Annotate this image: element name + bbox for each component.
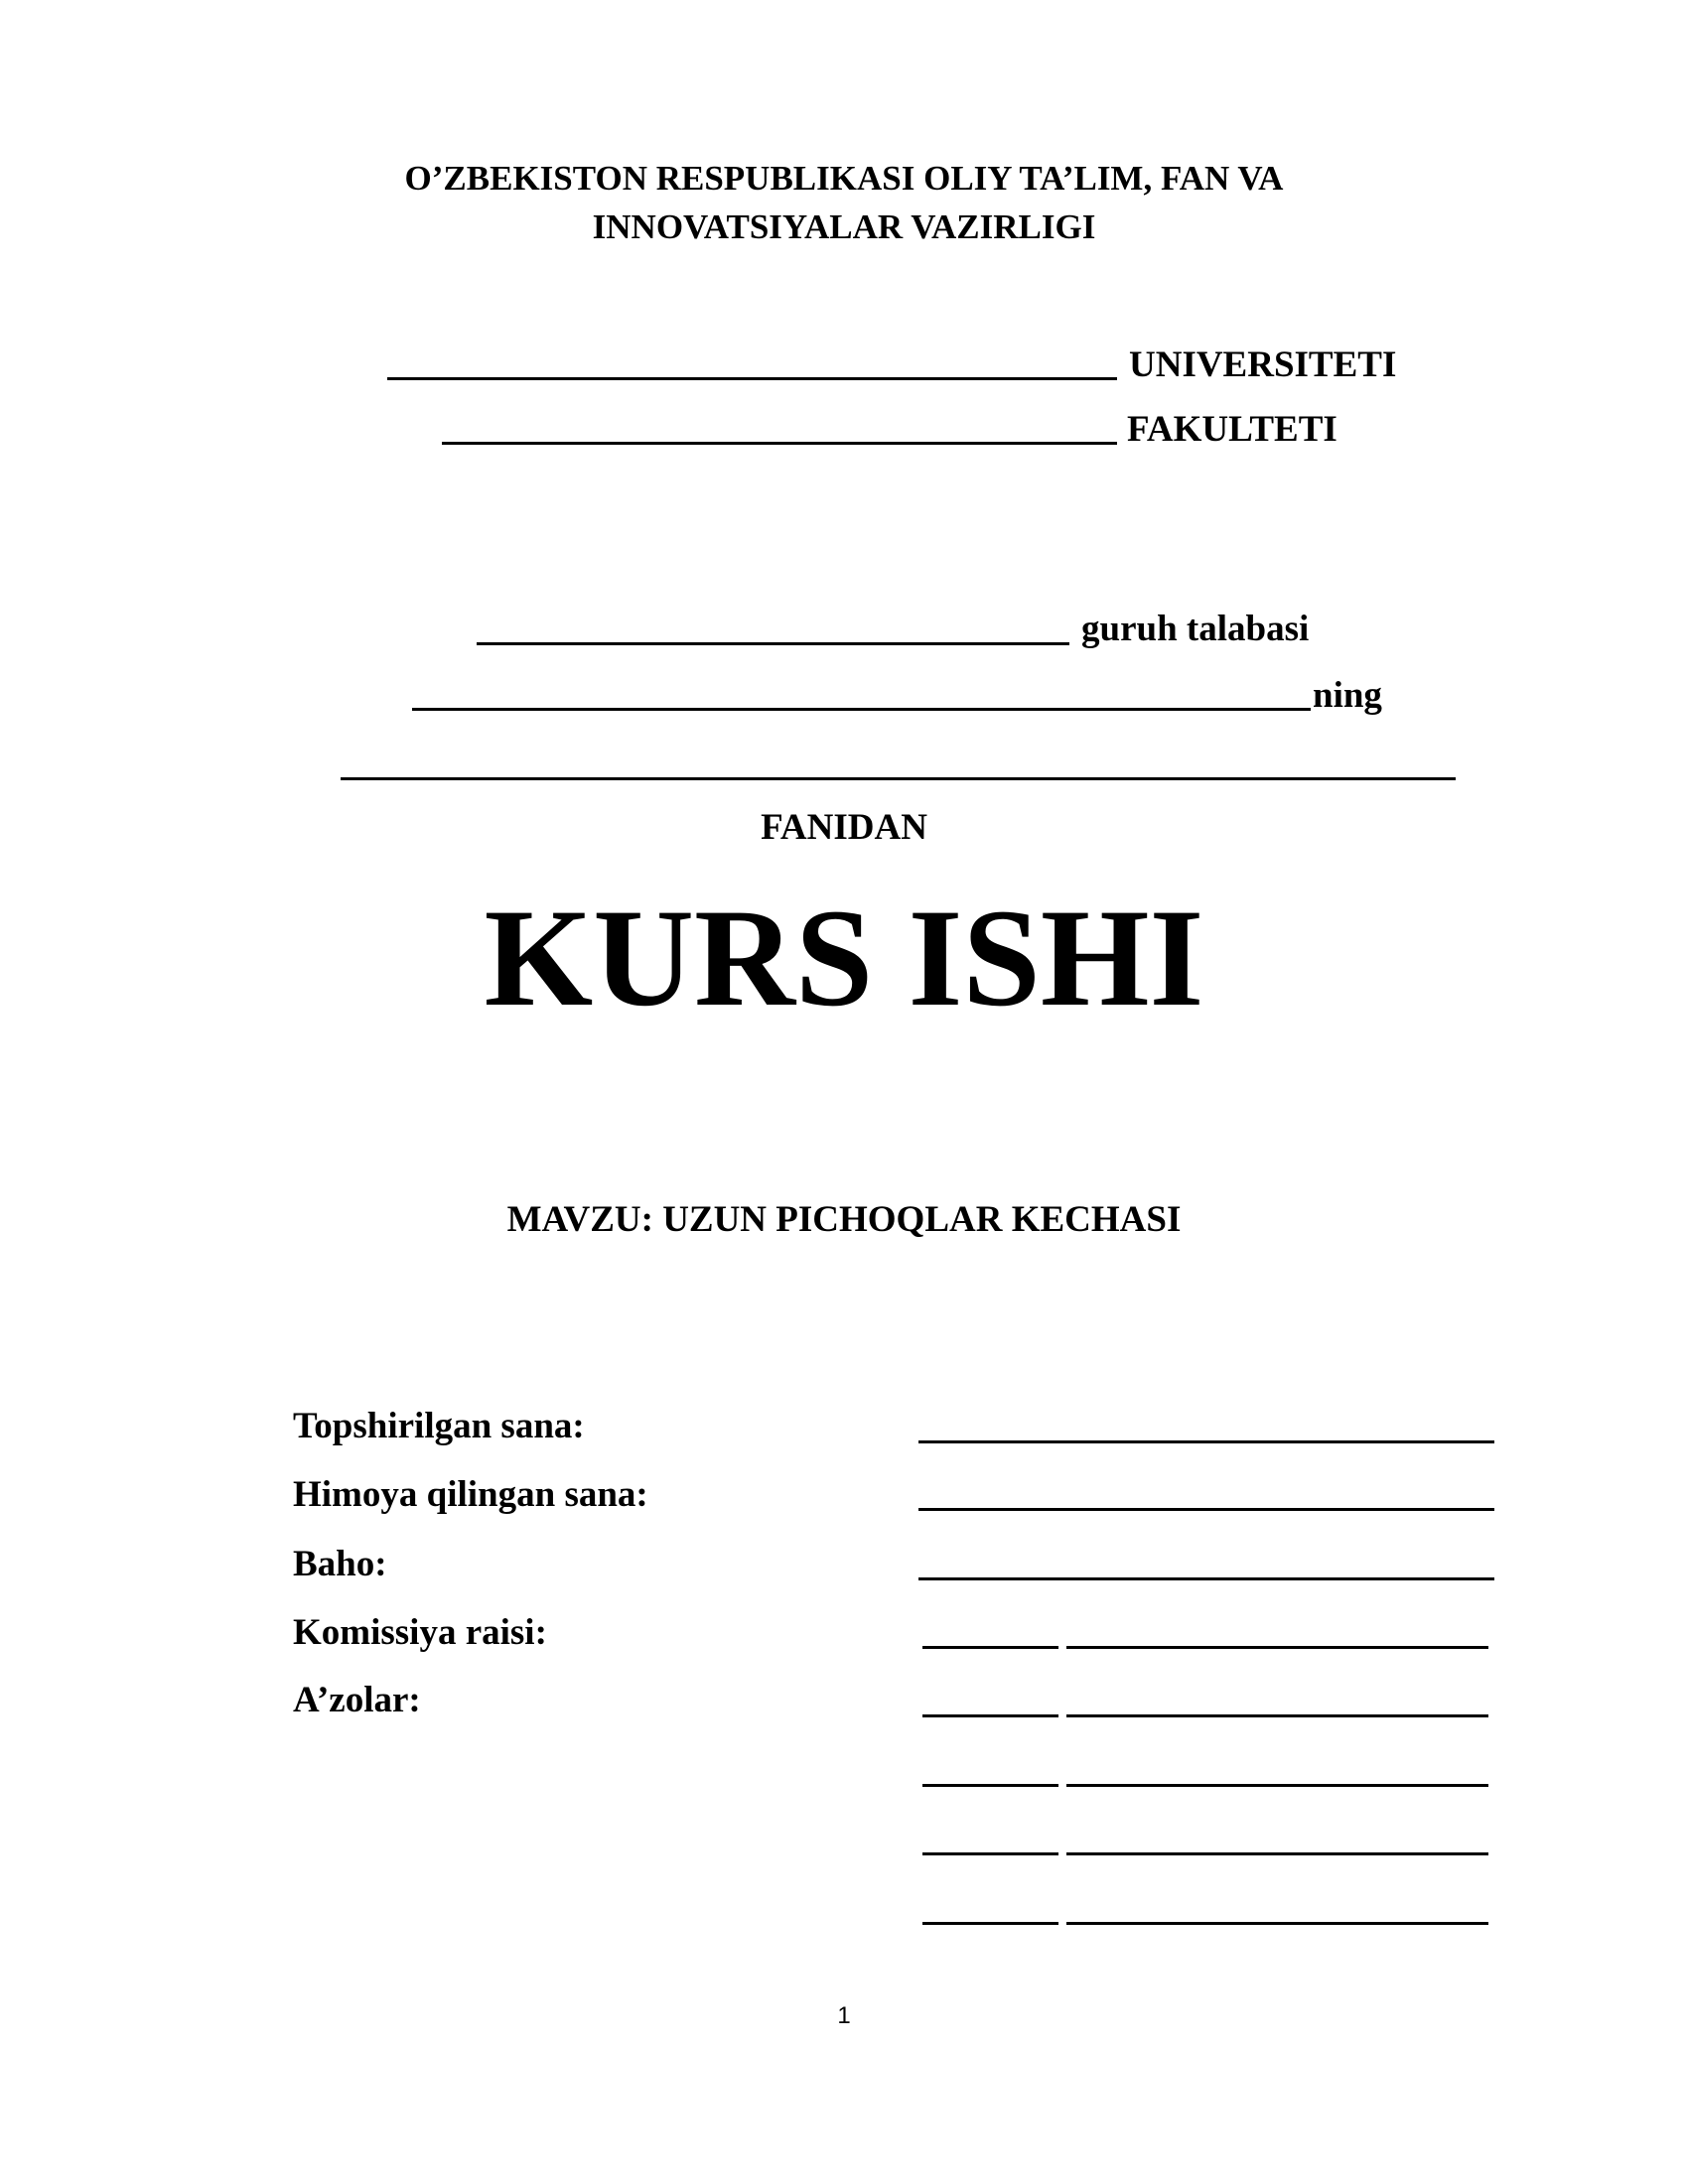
member-3-name-line[interactable] xyxy=(1066,1852,1488,1855)
ministry-title-line-1: O’ZBEKISTON RESPUBLIKASI OLIY TA’LIM, FAN VA xyxy=(404,159,1284,198)
faculty-label: FAKULTETI xyxy=(1127,409,1337,450)
document-title: KURS ISHI xyxy=(484,881,1204,1035)
member-1-name-line[interactable] xyxy=(1066,1714,1488,1717)
group-blank-line[interactable] xyxy=(477,642,1069,645)
commission-chair-name-line[interactable] xyxy=(1066,1646,1488,1649)
group-student-label: guruh talabasi xyxy=(1081,609,1310,649)
defended-date-line[interactable] xyxy=(918,1508,1494,1511)
members-label: A’zolar: xyxy=(293,1680,421,1720)
ministry-title-line-2: INNOVATSIYALAR VAZIRLIGI xyxy=(592,207,1096,246)
member-3-signature-line[interactable] xyxy=(922,1852,1058,1855)
page-number: 1 xyxy=(837,2002,851,2029)
grade-line[interactable] xyxy=(918,1577,1494,1580)
member-4-signature-line[interactable] xyxy=(922,1922,1058,1925)
student-name-suffix: ning xyxy=(1313,675,1382,716)
member-2-name-line[interactable] xyxy=(1066,1784,1488,1787)
commission-chair-signature-line[interactable] xyxy=(922,1646,1058,1649)
member-1-signature-line[interactable] xyxy=(922,1714,1058,1717)
university-label: UNIVERSITETI xyxy=(1129,344,1397,385)
university-blank-line[interactable] xyxy=(387,377,1117,380)
submitted-date-label: Topshirilgan sana: xyxy=(293,1406,585,1446)
subject-blank-line[interactable] xyxy=(341,777,1456,780)
grade-label: Baho: xyxy=(293,1544,387,1584)
subject-label: FANIDAN xyxy=(761,807,927,848)
member-2-signature-line[interactable] xyxy=(922,1784,1058,1787)
defended-date-label: Himoya qilingan sana: xyxy=(293,1474,648,1515)
faculty-blank-line[interactable] xyxy=(442,442,1117,445)
member-4-name-line[interactable] xyxy=(1066,1922,1488,1925)
topic: MAVZU: UZUN PICHOQLAR KECHASI xyxy=(506,1199,1182,1240)
commission-chair-label: Komissiya raisi: xyxy=(293,1612,547,1653)
submitted-date-line[interactable] xyxy=(918,1440,1494,1443)
student-name-blank-line[interactable] xyxy=(412,708,1311,711)
